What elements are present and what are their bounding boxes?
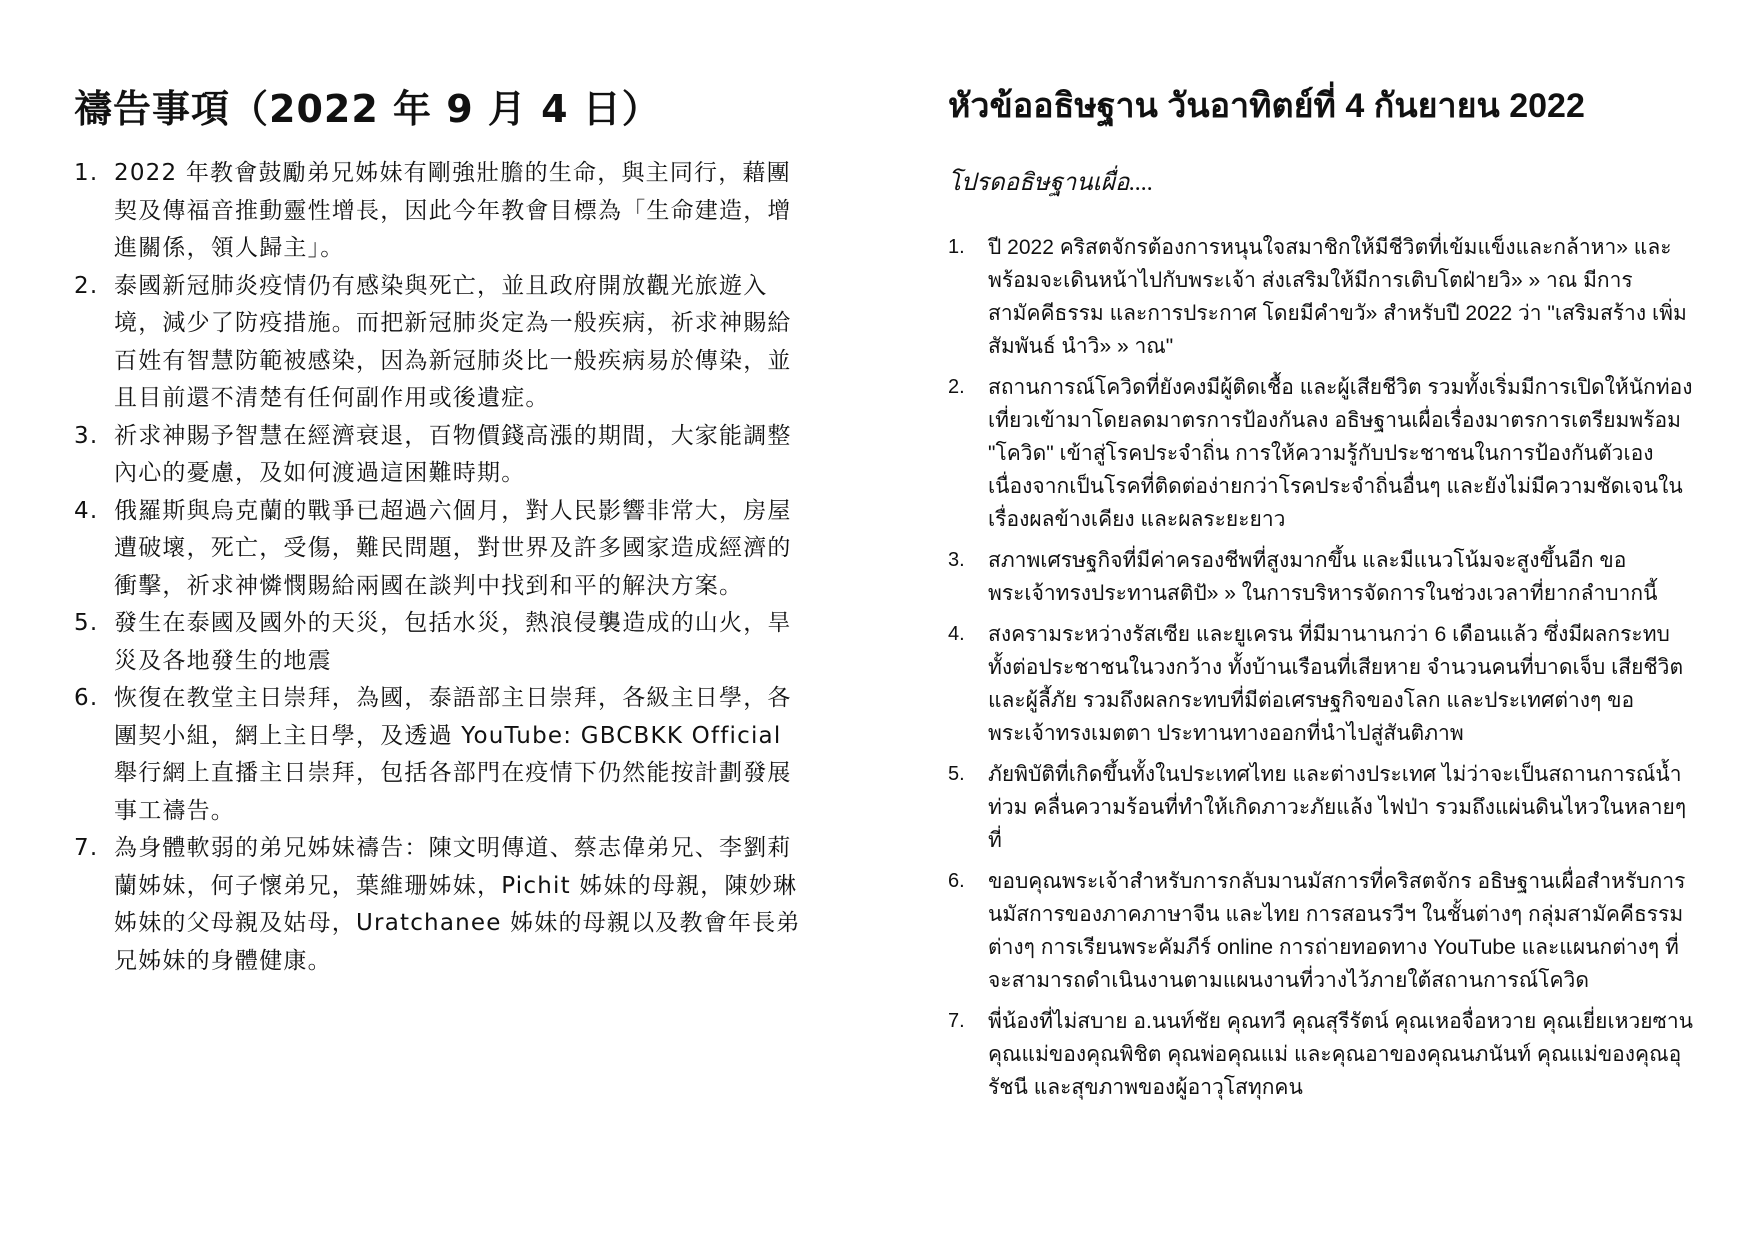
thai-intro: โปรดอธิษฐานเผื่อ.... [948,170,1154,196]
list-item [74,680,804,830]
list-item [74,418,804,493]
item-text: 泰國新冠肺炎疫情仍有感染與死亡，並且政府開放觀光旅遊入境，減少了防疫措施。而把新冠肺炎定為一般疾病，祈求神賜給百姓有智慧防範被感染，因為新冠肺炎比一般疾病易於傳染，並且目前還不清楚有任何副作用或後遺症。 [114,272,792,411]
list-item [74,268,804,418]
item-number: 5. [74,610,99,636]
item-number: 6. [948,870,965,892]
item-number: 4. [948,623,965,645]
item-number: 1. [948,236,965,258]
item-number: 3. [948,549,965,571]
thai-title: หัวข้ออธิษฐาน วันอาทิตย์ที่ 4 กันยายน 2022 [948,87,1585,125]
thai-column [948,78,1693,1112]
item-text: 2022 年教會鼓勵弟兄姊妹有剛強壯膽的生命，與主同行，藉團契及傳福音推動靈性增長，因此今年教會目標為「生命建造，增進關係，領人歸主」。 [114,160,792,261]
item-text: สถานการณ์โควิดที่ยังคงมีผู้ติดเชื้อ และผู้เสียชีวิต รวมทั้งเริ่มมีการเปิดให้นักท่องเที่ยวเข้ามาโดยลดมาตรการป้องกันลง อธิษฐานเผื่อเรื่องมาตรการเตรียมพร้อม "โควิด" เข้าสู่โรคประจำถิ่น การให้ความรู้กับประชาชนในการป้องกันตัวเอง เนื่องจากเป็นโรคที่ติดต่อง่ายกว่าโรคประจำถิ่นอื่นๆ และยังไม่มีความชัดเจนในเรื่องผลข้างเคียง และผลระยะยาว [988,376,1693,531]
item-text: สภาพเศรษฐกิจที่มีค่าครองชีพที่สูงมากขึ้น และมีแนวโน้มจะสูงขึ้นอีก ขอพระเจ้าทรงประทานสติปั» » ในการบริหารจัดการในช่วงเวลาที่ยากลำบากนี้ [988,549,1658,605]
list-item [948,618,1693,750]
list-item [74,830,804,980]
list-item [948,231,1693,363]
item-text: 俄羅斯與烏克蘭的戰爭已超過六個月，對人民影響非常大，房屋遭破壞，死亡，受傷，難民問題，對世界及許多國家造成經濟的衝擊，祈求神憐憫賜給兩國在談判中找到和平的解決方案。 [114,497,792,599]
list-item [74,605,804,680]
item-number: 2. [74,272,99,299]
list-item [74,493,804,606]
chinese-prayer-list [74,155,804,980]
thai-prayer-list [948,231,1693,1104]
item-text: 發生在泰國及國外的天災，包括水災，熱浪侵襲造成的山火，旱災及各地發生的地震 [114,610,792,674]
list-item [948,758,1693,857]
item-text: 為身體軟弱的弟兄姊妹禱告：陳文明傳道、蔡志偉弟兄、李劉莉蘭姊妹，何子懷弟兄，葉維珊姊妹，Pichit 姊妹的母親，陳妙琳姊妹的父母親及姑母，Uratchanee 姊妹的母親以及教會年長弟兄姊妹的身體健康。 [114,835,801,974]
item-number: 2. [948,376,965,398]
chinese-column [74,78,804,980]
item-number: 5. [948,763,965,785]
chinese-title: 禱告事項（2022 年 9 月 4 日） [74,87,661,131]
item-number: 4. [74,497,99,524]
item-number: 3. [74,422,99,449]
item-number: 1. [74,160,99,186]
item-number: 7. [948,1010,965,1032]
item-text: ปี 2022 คริสตจักรต้องการหนุนใจสมาชิกให้มีชีวิตที่เข้มแข็งและกล้าหา» และพร้อมจะเดินหน้าไปกับพระเจ้า ส่งเสริมให้มีการเติบโตฝ่ายวิ» » าณ มีการสามัคคีธรรม และการประกาศ โดยมีคำขวั» สำหรับปี 2022 ว่า "เสริมสร้าง เพิ่มสัมพันธ์ นำวิ» » าณ" [988,236,1687,358]
item-text: 恢復在教堂主日崇拜，為國，泰語部主日崇拜，各級主日學，各團契小組，網上主日學，及透過 YouTube: GBCBKK Official 舉行網上直播主日崇拜，包括各部門在疫情下仍然能按計劃發展事工禱告。 [114,685,792,824]
item-number: 6. [74,685,99,711]
list-item [948,865,1693,997]
list-item [948,371,1693,536]
item-text: 祈求神賜予智慧在經濟衰退，百物價錢高漲的期間，大家能調整內心的憂慮，及如何渡過這困難時期。 [114,422,792,486]
list-item [948,544,1693,610]
list-item [74,155,804,268]
item-text: ภัยพิบัติที่เกิดขึ้นทั้งในประเทศไทย และต่างประเทศ ไม่ว่าจะเป็นสถานการณ์น้ำท่วม คลื่นความร้อนที่ทำให้เกิดภาวะภัยแล้ง ไฟป่า รวมถึงแผ่นดินไหวในหลายๆ ที่ [988,763,1687,852]
item-text: ขอบคุณพระเจ้าสำหรับการกลับมานมัสการที่คริสตจักร อธิษฐานเผื่อสำหรับการนมัสการของภาคภาษาจีน และไทย การสอนรวีฯ ในชั้นต่างๆ กลุ่มสามัคคีธรรมต่างๆ การเรียนพระคัมภีร์ online การถ่ายทอดทาง YouTube และแผนกต่างๆ ที่จะสามารถดำเนินงานตามแผนงานที่วางไว้ภายใต้สถานการณ์โควิด [988,870,1686,992]
list-item [948,1005,1693,1104]
item-number: 7. [74,835,99,861]
item-text: พี่น้องที่ไม่สบาย อ.นนท์ชัย คุณทวี คุณสุรีรัตน์ คุณเหอจื่อหวาย คุณเยี่ยเหวยซาน คุณแม่ของคุณพิชิต คุณพ่อคุณแม่ และคุณอาของคุณนภนันท์ คุณแม่ของคุณอุรัชนี และสุขภาพของผู้อาวุโสทุกคน [988,1010,1693,1099]
item-text: สงครามระหว่างรัสเซีย และยูเครน ที่มีมานานกว่า 6 เดือนแล้ว ซึ่งมีผลกระทบทั้งต่อประชาชนในวงกว้าง ทั้งบ้านเรือนที่เสียหาย จำนวนคนที่บาดเจ็บ เสียชีวิต และผู้ลี้ภัย รวมถึงผลกระทบที่มีต่อเศรษฐกิจของโลก และประเทศต่างๆ ขอพระเจ้าทรงเมตตา ประทานทางออกที่นำไปสู่สันติภาพ [988,623,1684,745]
